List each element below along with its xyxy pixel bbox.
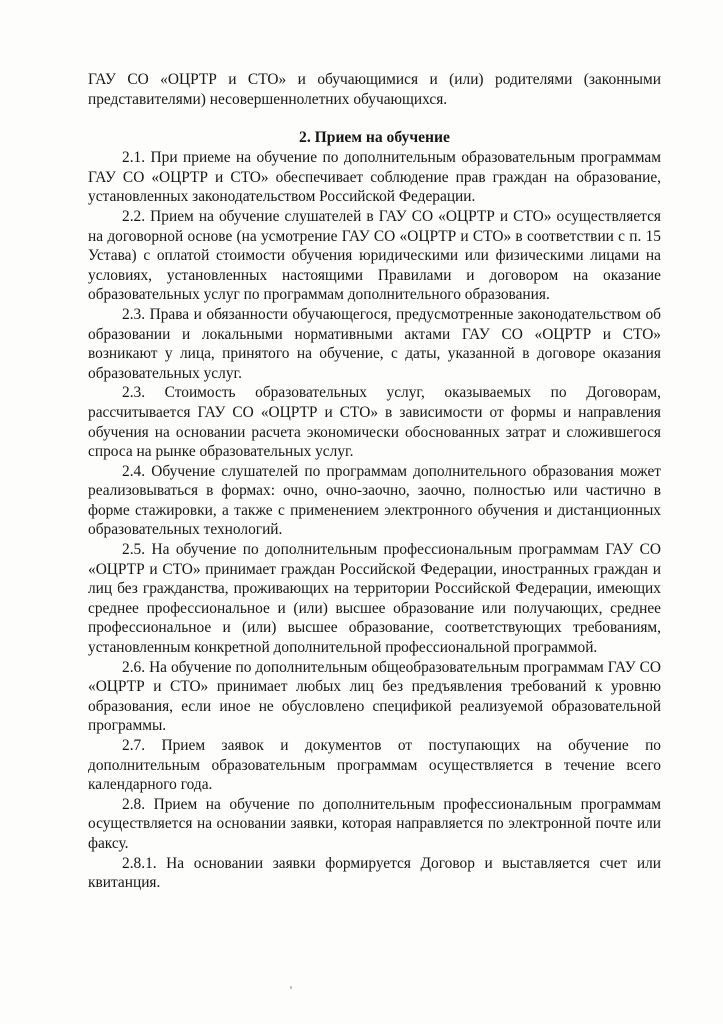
paragraph-2-3-rights: 2.3. Права и обязанности обучающегося, предусмотренные законодательством об образовании и локальными нормативными актами ГАУ СО «ОЦРТР и СТО» возникают у лица, принятого на обучение, с даты, указанной в договоре оказания образовательных услуг. [88,305,661,382]
paragraph-2-7: 2.7. Прием заявок и документов от поступающих на обучение по дополнительным образовательным программам осуществляется в течение всего календарного года. [88,737,661,794]
paragraph-2-3-cost: 2.3. Стоимость образовательных услуг, оказываемых по Договорам, рассчитывается ГАУ СО «ОЦРТР и СТО» в зависимости от формы и направления обучения на основании расчета экономически обоснованных затрат и сложившегося спроса на рынке образовательных услуг. [88,384,661,461]
paragraph-2-5: 2.5. На обучение по дополнительным профессиональным программам ГАУ СО «ОЦРТР и СТО» принимает граждан Российской Федерации, иностранных граждан и лиц без гражданства, проживающих на территории Российской Федерации, имеющих среднее профессиональное и (или) высшее образование или получающих, среднее профессиональное и (или) высшее образование, соответствующих требованиям, установленным конкретной дополнительной профессиональной программой. [88,541,661,657]
paragraph-2-2: 2.2. Прием на обучение слушателей в ГАУ СО «ОЦРТР и СТО» осуществляется на договорной основе (на усмотрение ГАУ СО «ОЦРТР и СТО» в соответствии с п. 15 Устава) с оплатой стоимости обучения юридическими или физическими лицами на условиях, установленных настоящими Правилами и договором на оказание образовательных услуг по программам дополнительного образования. [88,207,661,304]
scan-speck [290,986,292,989]
paragraph-2-4: 2.4. Обучение слушателей по программам дополнительного образования может реализовываться в формах: очно, очно-заочно, заочно, полностью или частично в форме стажировки, а также с применением электронного обучения и дистанционных образовательных технологий. [88,462,661,539]
paragraph-2-8: 2.8. Прием на обучение по дополнительным профессиональным программам осуществляется на основании заявки, которая направляется по электронной почте или факсу. [88,795,661,852]
paragraph-2-8-1: 2.8.1. На основании заявки формируется Договор и выставляется счет или квитанция. [88,854,661,892]
intro-paragraph: ГАУ СО «ОЦРТР и СТО» и обучающимися и (или) родителями (законными представителями) несовершеннолетних обучающихся. [88,71,661,108]
paragraph-2-6: 2.6. На обучение по дополнительным общеобразовательным программам ГАУ СО «ОЦРТР и СТО» принимает любых лиц без предъявления требований к уровню образования, если иное не обусловлено спецификой реализуемой образовательной программы. [88,658,661,735]
paragraph-2-1: 2.1. При приеме на обучение по дополнительным образовательным программам ГАУ СО «ОЦРТР и СТО» обеспечивает соблюдение прав граждан на образование, установленных законодательством Российской Федерации. [88,149,661,206]
section-heading: 2. Прием на обучение [299,129,450,147]
